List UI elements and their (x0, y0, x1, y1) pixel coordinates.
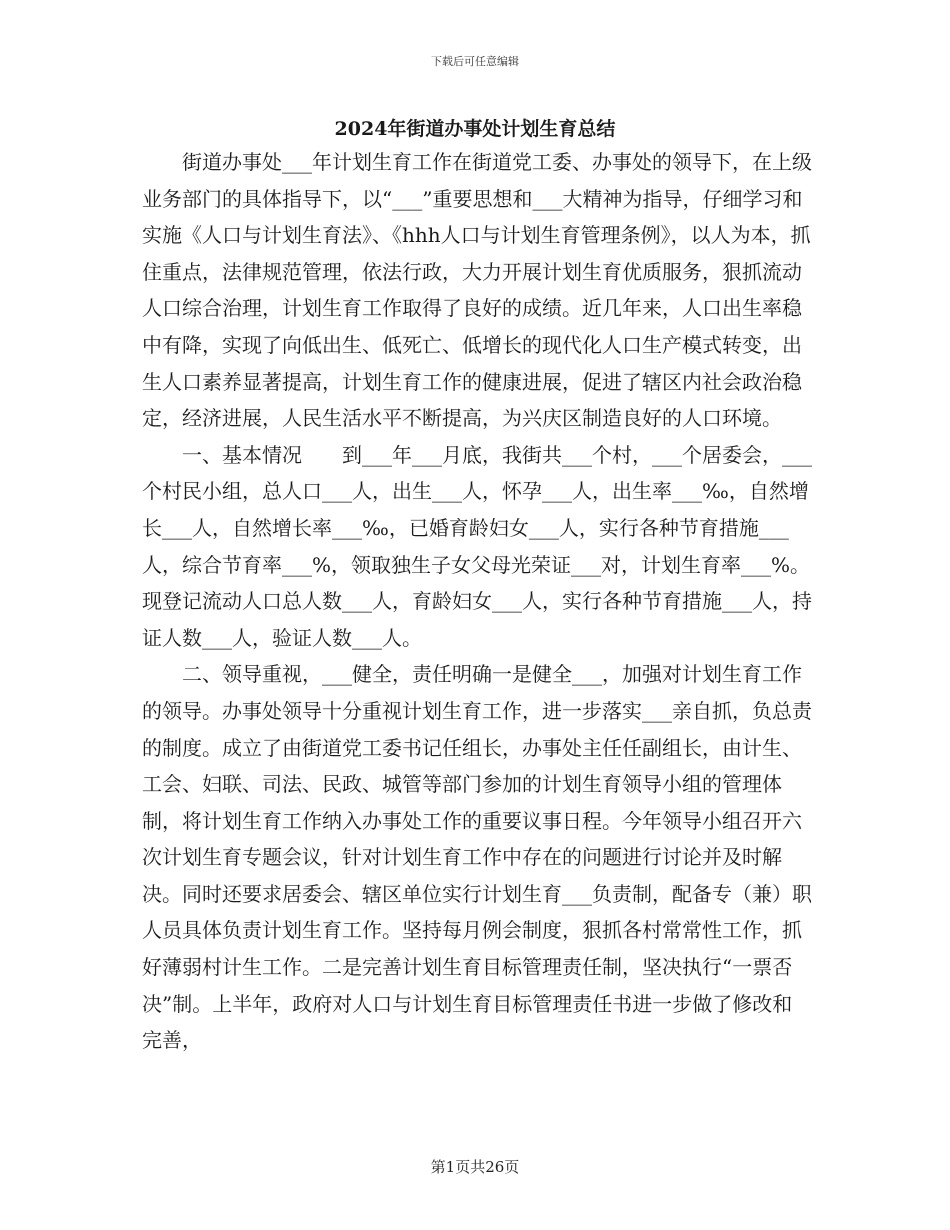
paragraph-intro: 街道办事处___年计划生育工作在街道党工委、办事处的领导下，在上级业务部门的具体指导下，以“___”重要思想和___大精神为指导，仔细学习和实施《人口与计划生育法》、《hhh人口与计划生育管理条例》，以人为本，抓住重点，法律规范管理，依法行政，大力开展计划生育优质服务，狠抓流动人口综合治理，计划生育工作取得了良好的成绩。近几年来，人口出生率稳中有降，实现了向低出生、低死亡、低增长的现代化人口生产模式转变，出生人口素养显著提高，计划生育工作的健康进展，促进了辖区内社会政治稳定，经济进展，人民生活水平不断提高，为兴庆区制造良好的人口环境。 (142, 150, 812, 431)
paragraph-basic-situation: 一、基本情况 到___年___月底，我街共___个村，___个居委会，___个村民小组，总人口___人，出生___人，怀孕___人，出生率___‰，自然增长___人，自然增长率___‰，已婚育龄妇女___人，实行各种节育措施___人，综合节育率___%，领取独生子女父母光荣证___对，计划生育率___%。现登记流动人口总人数___人，育龄妇女___人，实行各种节育措施___人，持证人数___人，验证人数___人。 (142, 442, 812, 650)
document-title: 2024年街道办事处计划生育总结 (334, 118, 616, 140)
document-body (142, 144, 812, 1059)
page-footer: 第1页共26页 (430, 1158, 520, 1176)
header-note: 下载后可任意编辑 (431, 55, 519, 68)
paragraph-leadership: 二、领导重视，___健全，责任明确一是健全___，加强对计划生育工作的领导。办事处领导十分重视计划生育工作，进一步落实___亲自抓，负总责的制度。成立了由街道党工委书记任组长，办事处主任任副组长，由计生、工会、妇联、司法、民政、城管等部门参加的计划生育领导小组的管理体制，将计划生育工作纳入办事处工作的重要议事日程。今年领导小组召开六次计划生育专题会议，针对计划生育工作中存在的问题进行讨论并及时解决。同时还要求居委会、辖区单位实行计划生育___负责制，配备专（兼）职人员具体负责计划生育工作。坚持每月例会制度，狠抓各村常常性工作，抓好薄弱村计生工作。二是完善计划生育目标管理责任制，坚决执行“一票否决”制。上半年，政府对人口与计划生育目标管理责任书进一步做了修改和完善， (142, 662, 812, 1053)
